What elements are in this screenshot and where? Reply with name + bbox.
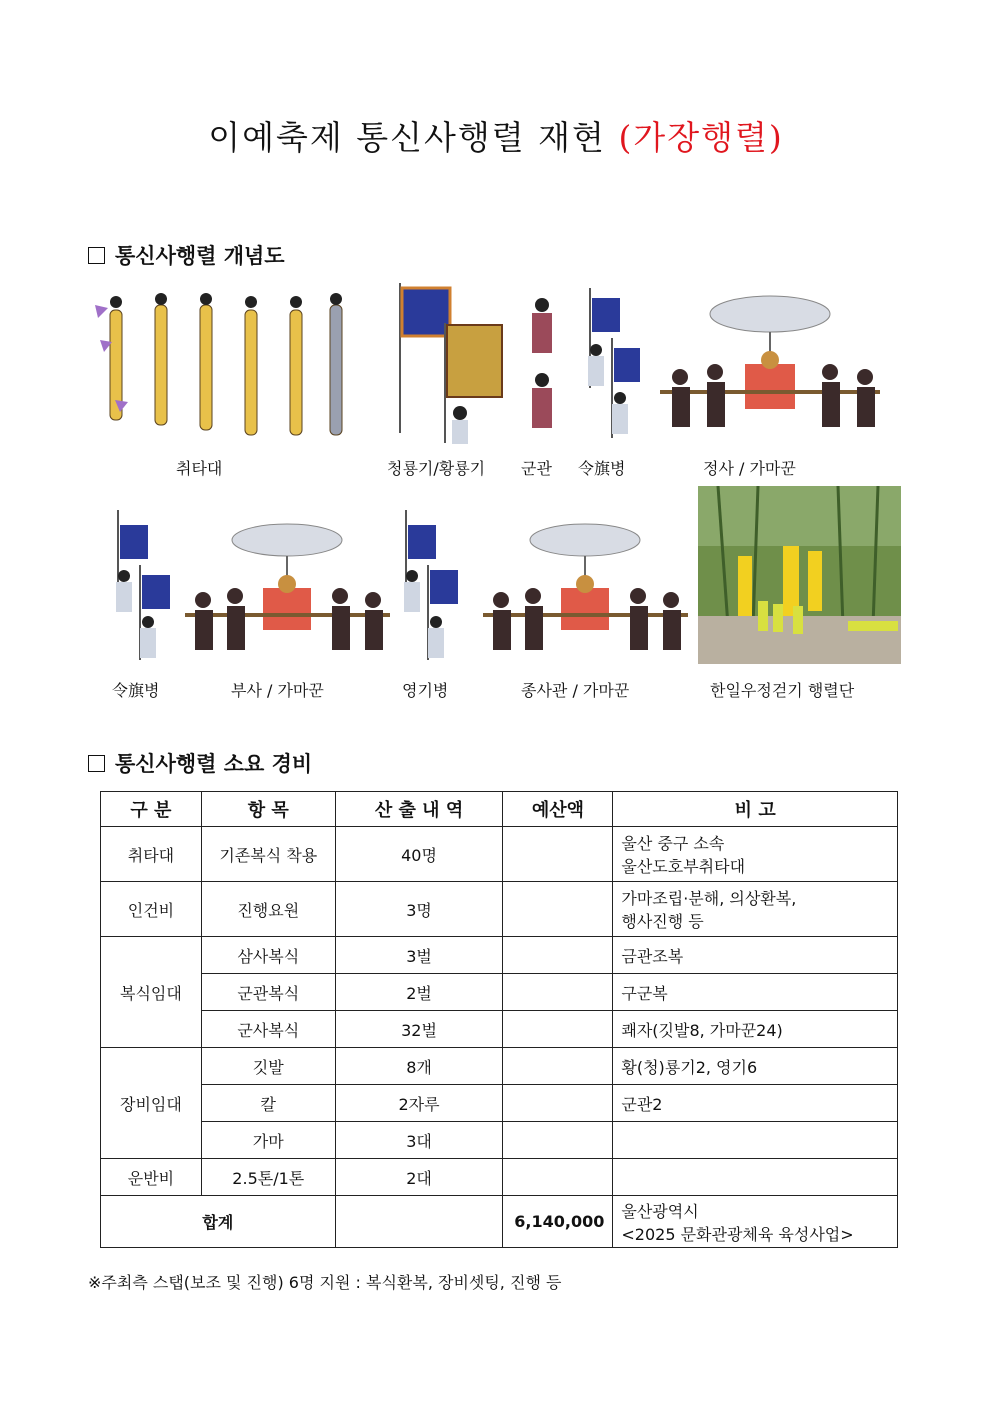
yeonggibyeong-illustration [398, 510, 463, 670]
caption-friendship-walk: 한일우정걷기 행렬단 [710, 681, 855, 700]
caption-yeonggi-soldier-2: 令旗병 [112, 681, 160, 700]
cell-amount [503, 1048, 613, 1085]
cell-amount [503, 1122, 613, 1159]
table-row [101, 1011, 898, 1048]
caption-gungwan: 군관 [521, 459, 552, 478]
jeongsa-palanquin-illustration [660, 292, 882, 442]
cell-note: 가마조립·분해, 의상환복, 행사진행 등 [613, 882, 898, 937]
cell-note: 구군복 [613, 974, 898, 1011]
jongsagwan-palanquin-illustration [483, 520, 688, 665]
table-total-row [101, 1196, 898, 1248]
cell-item: 진행요원 [201, 882, 335, 937]
cell-group: 인건비 [101, 882, 202, 937]
caption-busa: 부사 / 가마꾼 [231, 681, 324, 700]
cell-total-label: 합계 [101, 1196, 336, 1248]
cell-calc: 2자루 [335, 1085, 503, 1122]
checkbox-square-icon [88, 755, 105, 772]
page-subtitle: (가장행렬) [618, 118, 784, 157]
table-row [101, 1048, 898, 1085]
budget-table [100, 791, 898, 1248]
table-row [101, 882, 898, 937]
cell-amount [503, 974, 613, 1011]
cell-amount [503, 827, 613, 882]
cell-total-calc [335, 1196, 503, 1248]
cell-note: 군관2 [613, 1085, 898, 1122]
table-row [101, 1085, 898, 1122]
cell-note: 금관조복 [613, 937, 898, 974]
cell-item: 군사복식 [201, 1011, 335, 1048]
cell-calc: 3명 [335, 882, 503, 937]
cell-item: 깃발 [201, 1048, 335, 1085]
caption-yeonggibyeong: 영기병 [402, 681, 449, 700]
table-header-row [101, 792, 898, 827]
chwitadae-illustration [90, 290, 370, 450]
cell-calc: 40명 [335, 827, 503, 882]
checkbox-square-icon [88, 247, 105, 264]
cell-group: 장비임대 [101, 1048, 202, 1159]
page-title: 이예축제 통신사행렬 재현 (가장행렬) [208, 118, 784, 157]
section-budget-heading: 통신사행렬 소요 경비 [88, 748, 312, 778]
cell-item: 기존복식 착용 [201, 827, 335, 882]
cell-calc: 32벌 [335, 1011, 503, 1048]
table-row [101, 974, 898, 1011]
yeonggi-soldier-illustration [582, 288, 642, 448]
cell-amount [503, 1085, 613, 1122]
cell-item: 삼사복식 [201, 937, 335, 974]
table-row [101, 1122, 898, 1159]
dragon-flags-illustration [390, 283, 515, 448]
cell-group: 복식임대 [101, 937, 202, 1048]
cell-item: 군관복식 [201, 974, 335, 1011]
header-calc: 산 출 내 역 [335, 792, 503, 827]
header-item: 항 목 [201, 792, 335, 827]
cell-note: 울산 중구 소속 울산도호부취타대 [613, 827, 898, 882]
header-note: 비 고 [613, 792, 898, 827]
cell-item: 가마 [201, 1122, 335, 1159]
section-concept-heading: 통신사행렬 개념도 [88, 240, 285, 270]
caption-dragon-flags: 청룡기/황룡기 [387, 459, 486, 478]
cell-amount [503, 1011, 613, 1048]
cell-note [613, 1159, 898, 1196]
cell-amount [503, 1159, 613, 1196]
cell-amount [503, 882, 613, 937]
caption-jongsagwan: 종사관 / 가마꾼 [521, 681, 630, 700]
caption-jeongsa: 정사 / 가마꾼 [703, 459, 796, 478]
cell-calc: 3벌 [335, 937, 503, 974]
cell-calc: 3대 [335, 1122, 503, 1159]
cell-group: 취타대 [101, 827, 202, 882]
cell-total-note: 울산광역시 <2025 문화관광체육 육성사업> [613, 1196, 898, 1248]
cell-calc: 2벌 [335, 974, 503, 1011]
header-category: 구 분 [101, 792, 202, 827]
cell-item: 2.5톤/1톤 [201, 1159, 335, 1196]
header-amount: 예산액 [503, 792, 613, 827]
table-row [101, 827, 898, 882]
friendship-walk-photo [698, 486, 901, 664]
gungwan-illustration [520, 295, 565, 445]
caption-chwitadae: 취타대 [176, 459, 223, 478]
yeonggi-soldier-illustration-2 [110, 510, 175, 670]
cell-item: 칼 [201, 1085, 335, 1122]
footnote: ※주최측 스탭(보조 및 진행) 6명 지원 : 복식환복, 장비셋팅, 진행 등 [88, 1273, 562, 1292]
table-row [101, 1159, 898, 1196]
cell-note: 쾌자(깃발8, 가마꾼24) [613, 1011, 898, 1048]
caption-yeonggi-soldier: 令旗병 [578, 459, 626, 478]
cell-note [613, 1122, 898, 1159]
cell-amount [503, 937, 613, 974]
cell-group: 운반비 [101, 1159, 202, 1196]
cell-calc: 8개 [335, 1048, 503, 1085]
cell-calc: 2대 [335, 1159, 503, 1196]
cell-total-amount: 6,140,000 [503, 1196, 613, 1248]
busa-palanquin-illustration [185, 520, 390, 665]
table-row [101, 937, 898, 974]
cell-note: 황(청)룡기2, 영기6 [613, 1048, 898, 1085]
